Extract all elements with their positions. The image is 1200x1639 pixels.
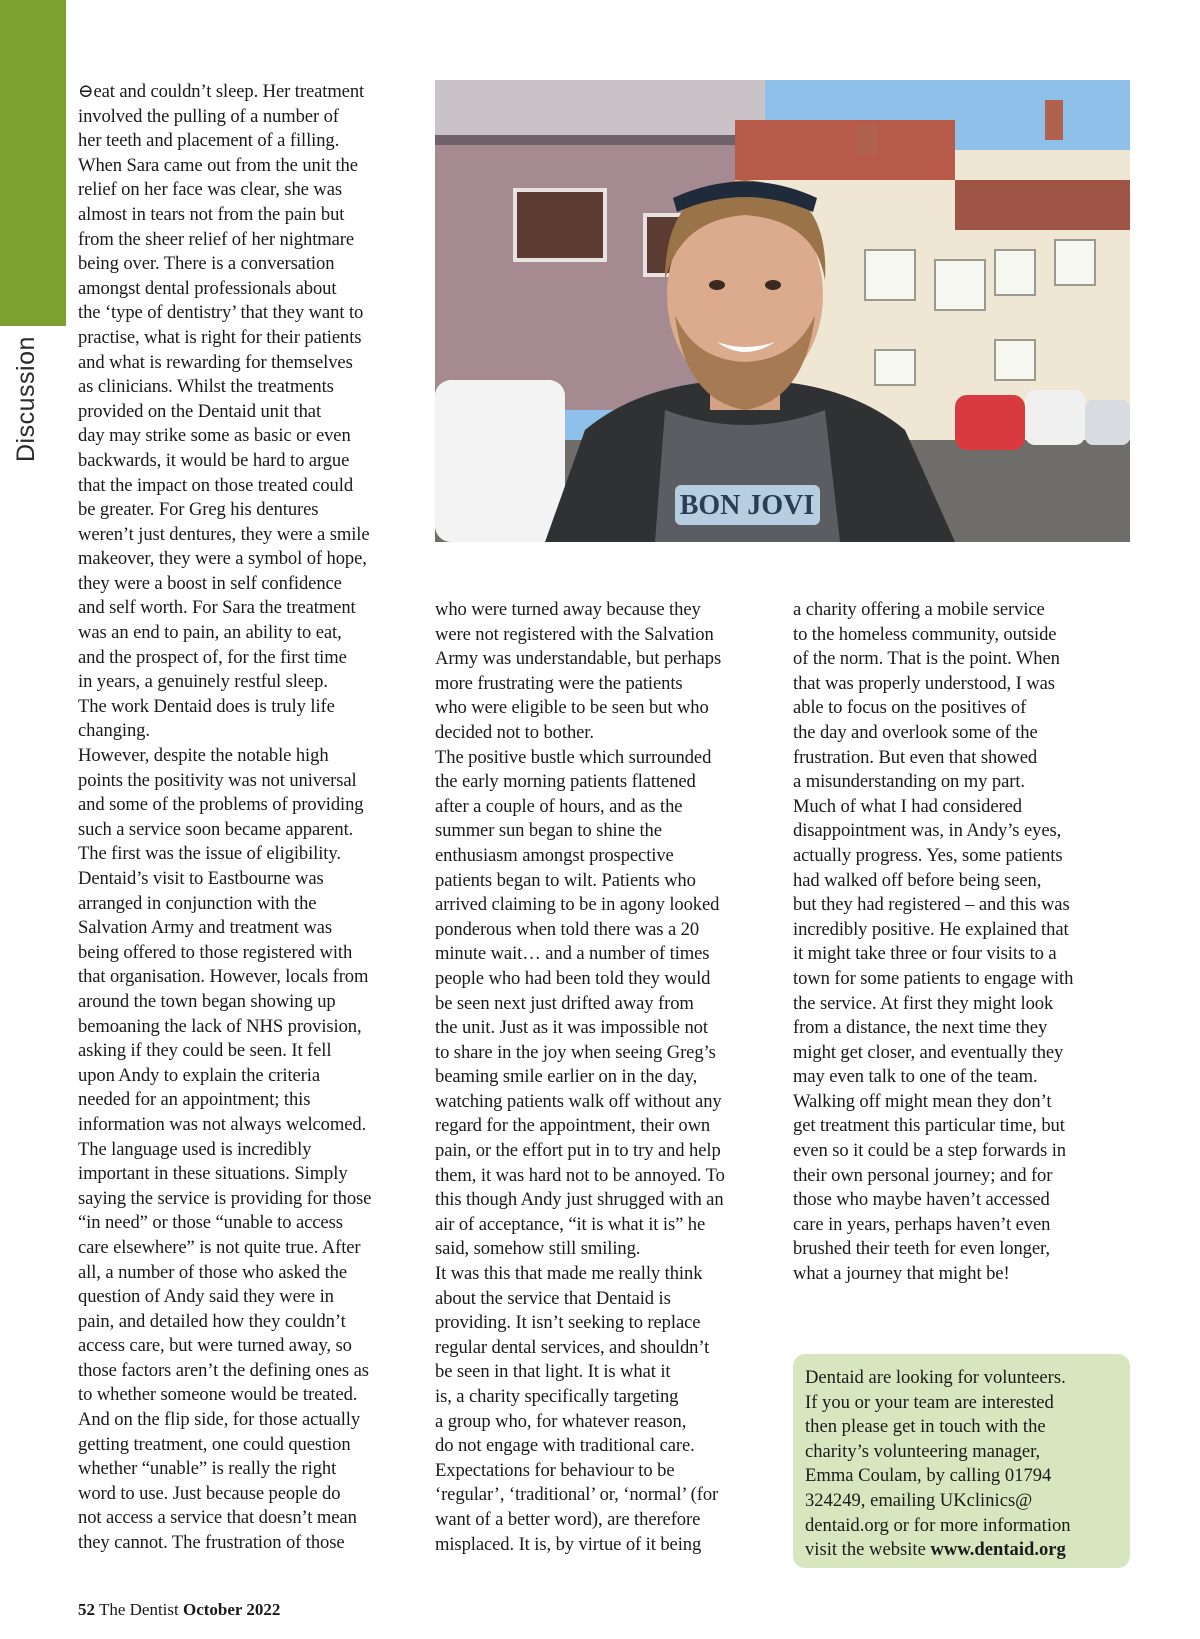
section-color-bar bbox=[0, 0, 66, 326]
article-column-1: ⊖eat and couldn’t sleep. Her treatment involved the pulling of a number of her teeth and placement of a filling. When Sara came out from the unit the relief on her face was clear, she was almost in tears not from the pain but from the sheer relief of her nightmare being over. There is a conversation amongst dental professionals about the ‘type of dentistry’ that they want to practise, what is right for their patients and what is rewarding for themselves as clinicians. Whilst the treatments provided on the Dentaid unit that day may strike some as basic or even backwards, it would be hard to argue that the impact on those treated could be greater. For Greg his dentures weren’t just dentures, they were a smile makeover, they were a symbol of hope, they were a boost in self confidence and self worth. For Sara the treatment was an end to pain, an ability to eat, and the prospect of, for the first time in years, a genuinely restful sleep. The work Dentaid does is truly life changing. However, despite the notable high points the positivity was not universal and some of the problems of providing such a service soon became apparent. The first was the issue of eligibility. Dentaid’s visit to Eastbourne was arranged in conjunction with the Salvation Army and treatment was being offered to those registered with that organisation. However, locals from around the town began showing up bemoaning the lack of NHS provision, asking if they could be seen. It fell upon Andy to explain the criteria needed for an appointment; this information was not always welcomed. The language used is incredibly important in these situations. Simply saying the service is providing for those “in need” or those “unable to access care elsewhere” is not quite true. After all, a number of those who asked the question of Andy said they were in pain, and detailed how they couldn’t access care, but were turned away, so those factors aren’t the defining ones as to whether someone would be treated. And on the flip side, for those actually getting treatment, one could question whether “unable” is really the right word to use. Just because people do not access a service that doesn’t mean they cannot. The frustration of those bbox=[78, 81, 372, 1554]
article-photo bbox=[435, 80, 1130, 542]
publication-name: The Dentist bbox=[98, 1600, 179, 1619]
section-label: Discussion bbox=[12, 336, 40, 462]
page-number: 52 bbox=[78, 1600, 95, 1619]
callout-text: Dentaid are looking for volunteers. If you or your team are interested then please get in touch with the charity’s volunteering manager, Emma Coulam, by calling 01794 324249, emailing UKclinics@ dentaid.org or for more information visit the website bbox=[805, 1367, 1071, 1561]
article-column-3: a charity offering a mobile service to the homeless community, outside of the norm. That is the point. When that was properly understood, I was able to focus on the positives of the day and overlook some of the frustration. But even that showed a misunderstanding on my part. Much of what I had considered disappointment was, in Andy’s eyes, actually progress. Yes, some patients had walked off before being seen, but they had registered – and this was incredibly positive. He explained that it might take three or four visits to a town for some patients to engage with the service. At first they might look from a distance, the next time they might get closer, and eventually they may even talk to one of the team. Walking off might mean they don’t get treatment this particular time, but even so it could be a step forwards in their own personal journey; and for those who maybe haven’t accessed care in years, perhaps haven’t even brushed their teeth for even longer, what a journey that might be! bbox=[793, 599, 1074, 1285]
article-column-2: who were turned away because they were not registered with the Salvation Army was understandable, but perhaps more frustrating were the patients who were eligible to be seen but who decided not to bother. The positive bustle which surrounded the early morning patients flattened after a couple of hours, and as the summer sun began to shine the enthusiasm amongst prospective patients began to wilt. Patients who arrived claiming to be in agony looked ponderous when told there was a 20 minute wait… and a number of times people who had been told they would be seen next just drifted away from the unit. Just as it was impossible not to share in the joy when seeing Greg’s beaming smile earlier on in the day, watching patients walk off without any regard for the appointment, their own pain, or the effort put in to try and help them, it was hard not to be annoyed. To this though Andy just shrugged with an air of acceptance, “it is what it is” he said, somehow still smiling. It was this that made me really think about the service that Dentaid is providing. It isn’t seeking to replace regular dental services, and shouldn’t be seen in that light. It is what it is, a charity specifically targeting a group who, for whatever reason, do not engage with traditional care. Expectations for behaviour to be ‘regular’, ‘traditional’ or, ‘normal’ (for want of a better word), are therefore misplaced. It is, by virtue of it being bbox=[435, 599, 725, 1555]
issue-date: October 2022 bbox=[183, 1600, 281, 1619]
website-link[interactable]: www.dentaid.org bbox=[930, 1539, 1066, 1561]
shirt-print: BON JOVI bbox=[679, 490, 815, 521]
page-footer bbox=[78, 1600, 280, 1620]
volunteer-callout bbox=[793, 1354, 1130, 1568]
